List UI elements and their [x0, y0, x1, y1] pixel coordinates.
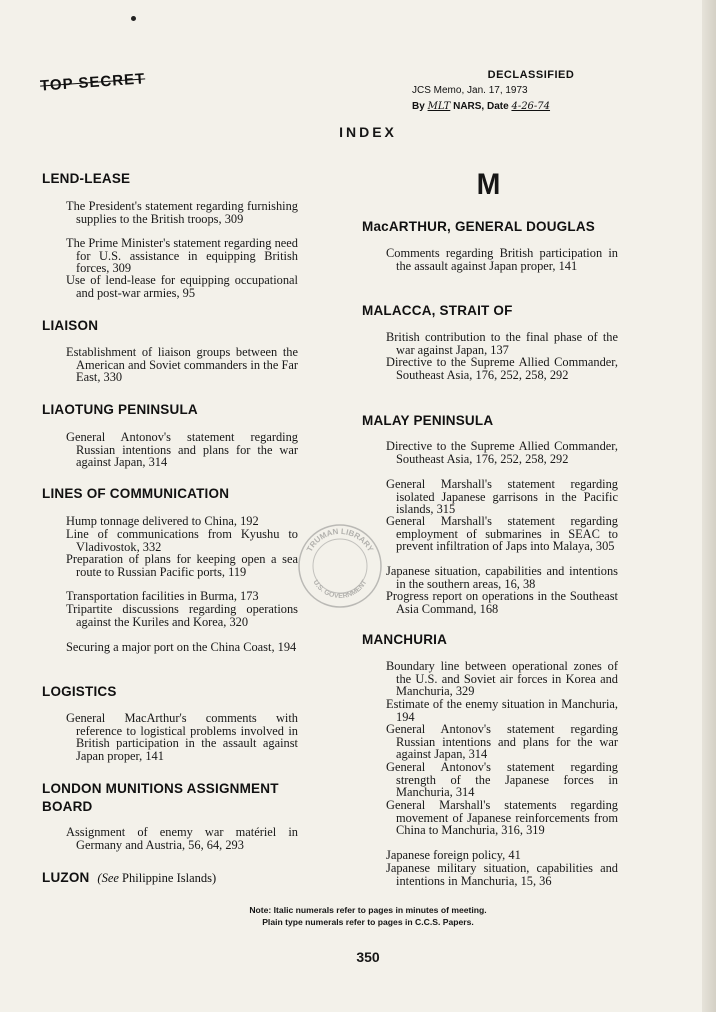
heading-lend-lease: LEND-LEASE	[42, 171, 131, 186]
footnote-line-2: Plain type numerals refer to pages in C.C.S. Papers.	[262, 917, 474, 927]
index-entry: Estimate of the enemy situation in Manchuria, 194	[386, 697, 618, 724]
index-entry: Preparation of plans for keeping open a sea route to Russian Pacific ports, 119	[66, 552, 298, 579]
top-secret-stamp: TOP SECRET	[39, 70, 146, 95]
index-entry: Assignment of enemy war matériel in Germany and Austria, 56, 64, 293	[66, 825, 298, 852]
index-entry: Progress report on operations in the Southeast Asia Command, 168	[386, 589, 618, 616]
index-entry: Directive to the Supreme Allied Commander, Southeast Asia, 176, 252, 258, 292	[386, 355, 618, 382]
index-entry: Boundary line between operational zones of the U.S. and Soviet air forces in Korea and Manchuria, 329	[386, 659, 618, 699]
index-entry: Japanese situation, capabilities and intentions in the southern areas, 16, 38	[386, 564, 618, 591]
index-entry: General Antonov's statement regarding Russian intentions and plans for the war against Japan, 314	[66, 430, 298, 470]
index-entry: Establishment of liaison groups between the American and Soviet commanders in the Far East, 330	[66, 345, 298, 385]
index-entry: Directive to the Supreme Allied Commander, Southeast Asia, 176, 252, 258, 292	[386, 439, 618, 466]
seal-top-text: TRUMAN LIBRARY	[304, 526, 376, 554]
declassified-by-line	[412, 99, 620, 115]
index-entry: Japanese foreign policy, 41	[386, 848, 521, 862]
index-entry: Comments regarding British participation in the assault against Japan proper, 141	[386, 246, 618, 273]
date-signature: 4-26-74	[511, 101, 551, 112]
page-edge-shadow	[702, 0, 716, 1012]
seal-bottom-text: U.S. GOVERNMENT	[311, 579, 369, 601]
index-title: INDEX	[339, 124, 397, 140]
index-entry: Line of communications from Kyushu to Vladivostok, 332	[66, 527, 298, 554]
index-entry: Japanese military situation, capabilities and intentions in Manchuria, 15, 36	[386, 861, 618, 888]
index-entry: Hump tonnage delivered to China, 192	[66, 514, 259, 528]
nars-date-label: NARS, Date	[453, 101, 509, 112]
heading-logistics: LOGISTICS	[42, 684, 117, 699]
by-signature: MLT	[427, 101, 451, 112]
heading-london-munitions-assignment-board: LONDON MUNITIONS ASSIGNMENT BOARD	[42, 781, 279, 814]
heading-manchuria: MANCHURIA	[362, 632, 448, 647]
by-label: By	[412, 101, 425, 112]
index-entry: General Marshall's statements regarding movement of Japanese reinforcements from China to Manchuria, 316, 319	[386, 798, 618, 838]
authority-line: JCS Memo, Jan. 17, 1973	[412, 85, 528, 96]
index-entry: Tripartite discussions regarding operations against the Kuriles and Korea, 320	[66, 602, 298, 629]
heading-liaison: LIAISON	[42, 318, 99, 333]
page-number: 350	[356, 949, 380, 965]
see-target: Philippine Islands)	[122, 871, 217, 885]
index-entry: Transportation facilities in Burma, 173	[66, 589, 259, 603]
heading-lines-of-communication: LINES OF COMMUNICATION	[42, 486, 230, 501]
heading-liaotung-peninsula: LIAOTUNG PENINSULA	[42, 402, 198, 417]
index-entry: Use of lend-lease for equipping occupational and post-war armies, 95	[66, 273, 298, 300]
heading-malacca-strait-of: MALACCA, STRAIT OF	[362, 303, 513, 318]
index-entry: The President's statement regarding furnishing supplies to the British troops, 309	[66, 199, 298, 226]
index-entry: Securing a major port on the China Coast, 194	[66, 640, 297, 654]
ink-dot	[131, 16, 136, 21]
index-entry: General Marshall's statement regarding isolated Japanese garrisons in the Pacific islands, 315	[386, 477, 618, 517]
index-entry: British contribution to the final phase of the war against Japan, 137	[386, 330, 618, 357]
index-entry: General Antonov's statement regarding strength of the Japanese forces in Manchuria, 314	[386, 760, 618, 800]
declassified-label: DECLASSIFIED	[487, 69, 575, 81]
index-entry: General MacArthur's comments with reference to logistical problems involved in British participation in the assault against Japan proper, 141	[66, 711, 298, 763]
letter-m-divider: M	[476, 168, 501, 201]
heading-macarthur-general-douglas: MacARTHUR, GENERAL DOUGLAS	[362, 219, 595, 234]
index-entry: General Marshall's statement regarding employment of submarines in SEAC to prevent infiltration of Japs into Malaya, 305	[386, 514, 618, 554]
index-entry: The Prime Minister's statement regarding need for U.S. assistance in equipping British forces, 309	[66, 236, 298, 276]
heading-malay-peninsula: MALAY PENINSULA	[362, 413, 494, 428]
index-entry: General Antonov's statement regarding Russian intentions and plans for the war against Japan, 314	[386, 722, 618, 762]
heading-luzon	[42, 870, 216, 886]
footnote	[0, 904, 716, 928]
footnote-line-1: Note: Italic numerals refer to pages in minutes of meeting.	[249, 905, 487, 915]
truman-library-seal	[296, 522, 384, 610]
see-reference	[97, 871, 216, 885]
see-prefix: (See	[97, 871, 119, 885]
heading-luzon-label: LUZON	[42, 870, 90, 885]
declassification-stamp	[412, 67, 620, 115]
